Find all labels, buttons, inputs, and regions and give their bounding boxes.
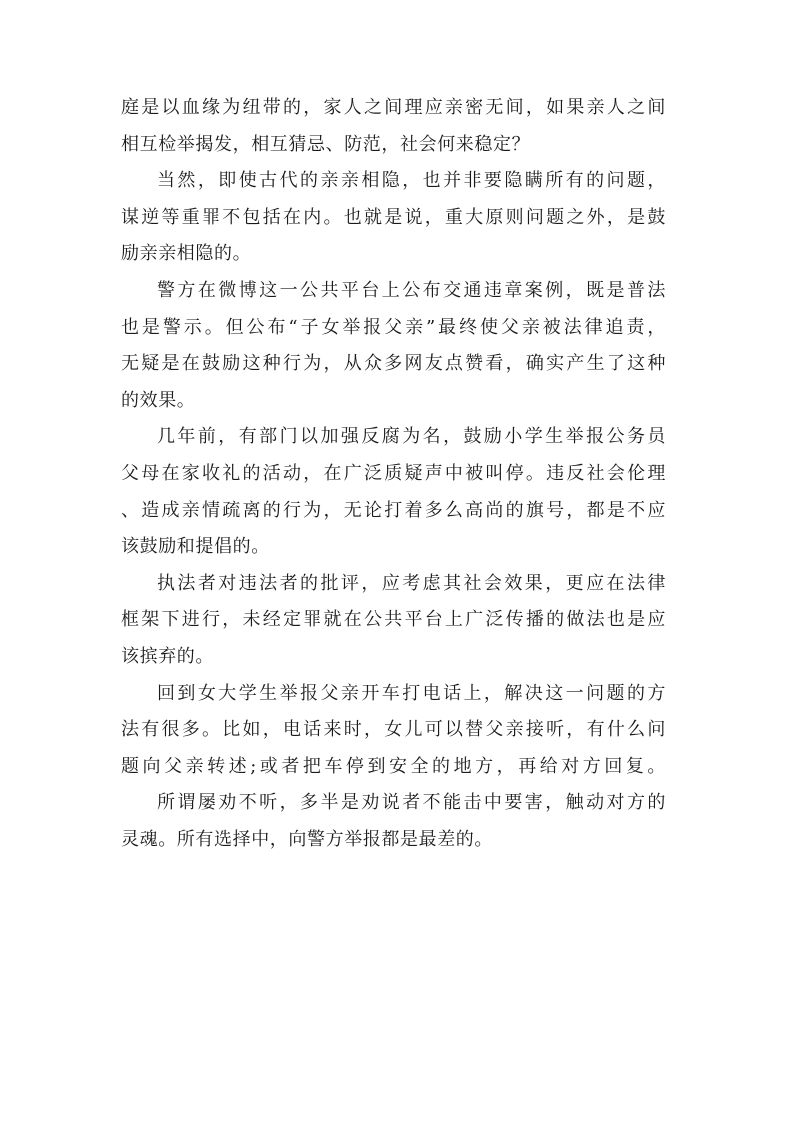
text-line: 法有很多。比如，电话来时，女儿可以替父亲接听，有什么问 (121, 719, 666, 741)
document-page (121, 90, 666, 858)
text-line: 框架下进行，未经定罪就在公共平台上广泛传播的做法也是应 (121, 609, 666, 631)
text-line: 警方在微博这一公共平台上公布交通违章案例，既是普法 (157, 279, 666, 301)
paragraph (121, 566, 666, 676)
text-line: 无疑是在鼓励这种行为，从众多网友点赞看，确实产生了这种 (121, 353, 666, 375)
text-line: 所谓屡劝不听，多半是劝说者不能击中要害，触动对方的 (157, 792, 666, 814)
text-line: 、造成亲情疏离的行为，无论打着多么高尚的旗号，都是不应 (121, 499, 666, 521)
text-line: 庭是以血缘为纽带的，家人之间理应亲密无间，如果亲人之间 (121, 97, 666, 118)
text-line: 该鼓励和提倡的。 (121, 536, 270, 558)
text-line: 题向父亲转述;或者把车停到安全的地方，再给对方回复。 (121, 755, 666, 777)
text-line: 励亲亲相隐的。 (121, 243, 252, 265)
paragraph (121, 90, 666, 163)
paragraph (121, 419, 666, 565)
text-line: 父母在家收礼的活动，在广泛质疑声中被叫停。违反社会伦理 (121, 462, 666, 484)
text-line: 相互检举揭发，相互猜忌、防范，社会何来稳定？ (121, 133, 531, 155)
paragraph (121, 273, 666, 419)
paragraph (121, 163, 666, 273)
text-line: 回到女大学生举报父亲开车打电话上，解决这一问题的方 (157, 682, 666, 704)
paragraph (121, 676, 666, 786)
text-line: 灵魂。所有选择中，向警方举报都是最差的。 (121, 828, 493, 850)
text-line: 谋逆等重罪不包括在内。也就是说，重大原则问题之外，是鼓 (121, 206, 666, 228)
text-line: 该摈弃的。 (121, 645, 214, 667)
text-line: 几年前，有部门以加强反腐为名，鼓励小学生举报公务员 (157, 426, 666, 448)
text-line: 执法者对违法者的批评，应考虑其社会效果，更应在法律 (157, 572, 666, 594)
text-line: 当然，即使古代的亲亲相隐，也并非要隐瞒所有的问题， (157, 170, 666, 192)
paragraph (121, 785, 666, 858)
text-line: 也是警示。但公布“子女举报父亲”最终使父亲被法律追责， (121, 316, 666, 338)
text-line: 的效果。 (121, 389, 196, 411)
